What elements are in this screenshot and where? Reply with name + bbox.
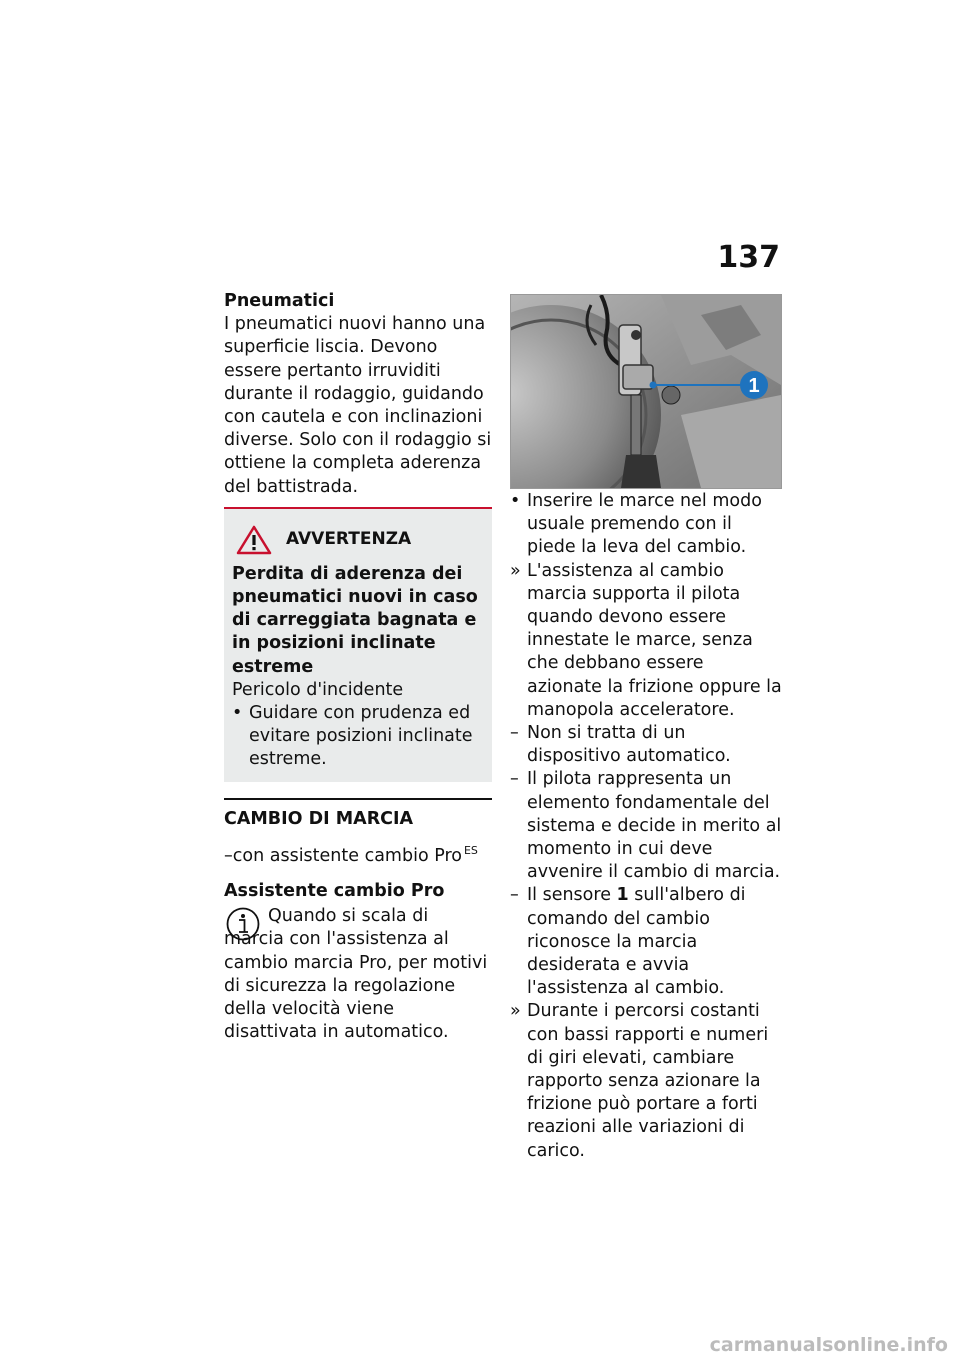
left-column bbox=[224, 290, 492, 1044]
list-text: Durante i percorsi costanti con bassi rapporti e numeri di giri elevati, cambiare rapporto senza azionare la frizione può portare a forti reazioni alle variazioni di carico. bbox=[527, 1001, 769, 1161]
warning-bullet bbox=[232, 702, 484, 772]
list-text: Inserire le marce nel modo usuale premendo con il piede la leva del cambio. bbox=[527, 491, 762, 558]
list-item bbox=[510, 722, 782, 768]
warning-bullet-text: Guidare con prudenza ed evitare posizioni inclinate estreme. bbox=[249, 703, 473, 770]
list-text: Non si tratta di un dispositivo automatico. bbox=[527, 723, 731, 767]
list-marker: – bbox=[510, 769, 519, 790]
list-marker: – bbox=[510, 885, 519, 906]
gearbox-sensor-photo bbox=[510, 294, 782, 489]
list-item bbox=[510, 1000, 782, 1162]
gearbox-illustration bbox=[511, 295, 781, 488]
warning-triangle-icon bbox=[236, 525, 272, 555]
warning-title: Perdita di aderenza dei pneumatici nuovi in caso di carreggiata bagnata e in posizioni inclinate estreme bbox=[232, 563, 478, 677]
tyres-title: Pneumatici bbox=[224, 291, 335, 311]
list-marker: » bbox=[510, 560, 521, 581]
list-text: Il sensore 1 sull'albero di comando del cambio riconosce la marcia desiderata e avvia l'assistenza al cambio. bbox=[527, 885, 746, 999]
section-title: CAMBIO DI MARCIA bbox=[224, 808, 414, 829]
info-block bbox=[224, 905, 492, 1044]
page-number: 137 bbox=[717, 240, 780, 275]
list-marker: – bbox=[510, 723, 519, 744]
info-text: Quando si scala di marcia con l'assistenza al cambio marcia Pro, per motivi di sicurezza la regolazione della velocità viene disattivata in automatico. bbox=[224, 906, 488, 1043]
warning-risk: Pericolo d'incidente bbox=[232, 679, 404, 700]
list-item bbox=[510, 490, 782, 560]
figure-callout: 1 bbox=[748, 375, 760, 397]
right-column bbox=[510, 490, 782, 1163]
section-subtitle: –con assistente cambio Pro $^{ES}$ bbox=[224, 843, 478, 866]
list-item bbox=[510, 768, 782, 884]
list-marker: • bbox=[510, 491, 521, 511]
gearshift-section bbox=[224, 798, 492, 1045]
footer-watermark: carmanualsonline.info bbox=[709, 1334, 948, 1356]
list-item bbox=[510, 560, 782, 722]
bullet-marker: • bbox=[232, 703, 243, 724]
list-marker: » bbox=[510, 1001, 521, 1022]
list-text: L'assistenza al cambio marcia supporta il pilota quando devono essere innestate le marce, senza che debbano essere azionate la frizione oppure la manopola acceleratore. bbox=[527, 560, 782, 720]
info-icon bbox=[226, 907, 260, 941]
list-text: Il pilota rappresenta un elemento fondamentale del sistema e decide in merito al momento in cui deve avvenire il cambio di marcia. bbox=[527, 769, 782, 883]
warning-header bbox=[236, 525, 484, 555]
list-item bbox=[510, 884, 782, 1000]
assist-title: Assistente cambio Pro bbox=[224, 880, 445, 901]
tyres-text: I pneumatici nuovi hanno una superficie liscia. Devono essere pertanto irruviditi durante il rodaggio, guidando con cautela e con inclinazioni diverse. Solo con il rodaggio si ottiene la completa aderenza del battistrada. bbox=[224, 314, 492, 497]
warning-box bbox=[224, 507, 492, 782]
warning-label: AVVERTENZA bbox=[286, 529, 412, 550]
section-sup: ES bbox=[463, 843, 478, 857]
